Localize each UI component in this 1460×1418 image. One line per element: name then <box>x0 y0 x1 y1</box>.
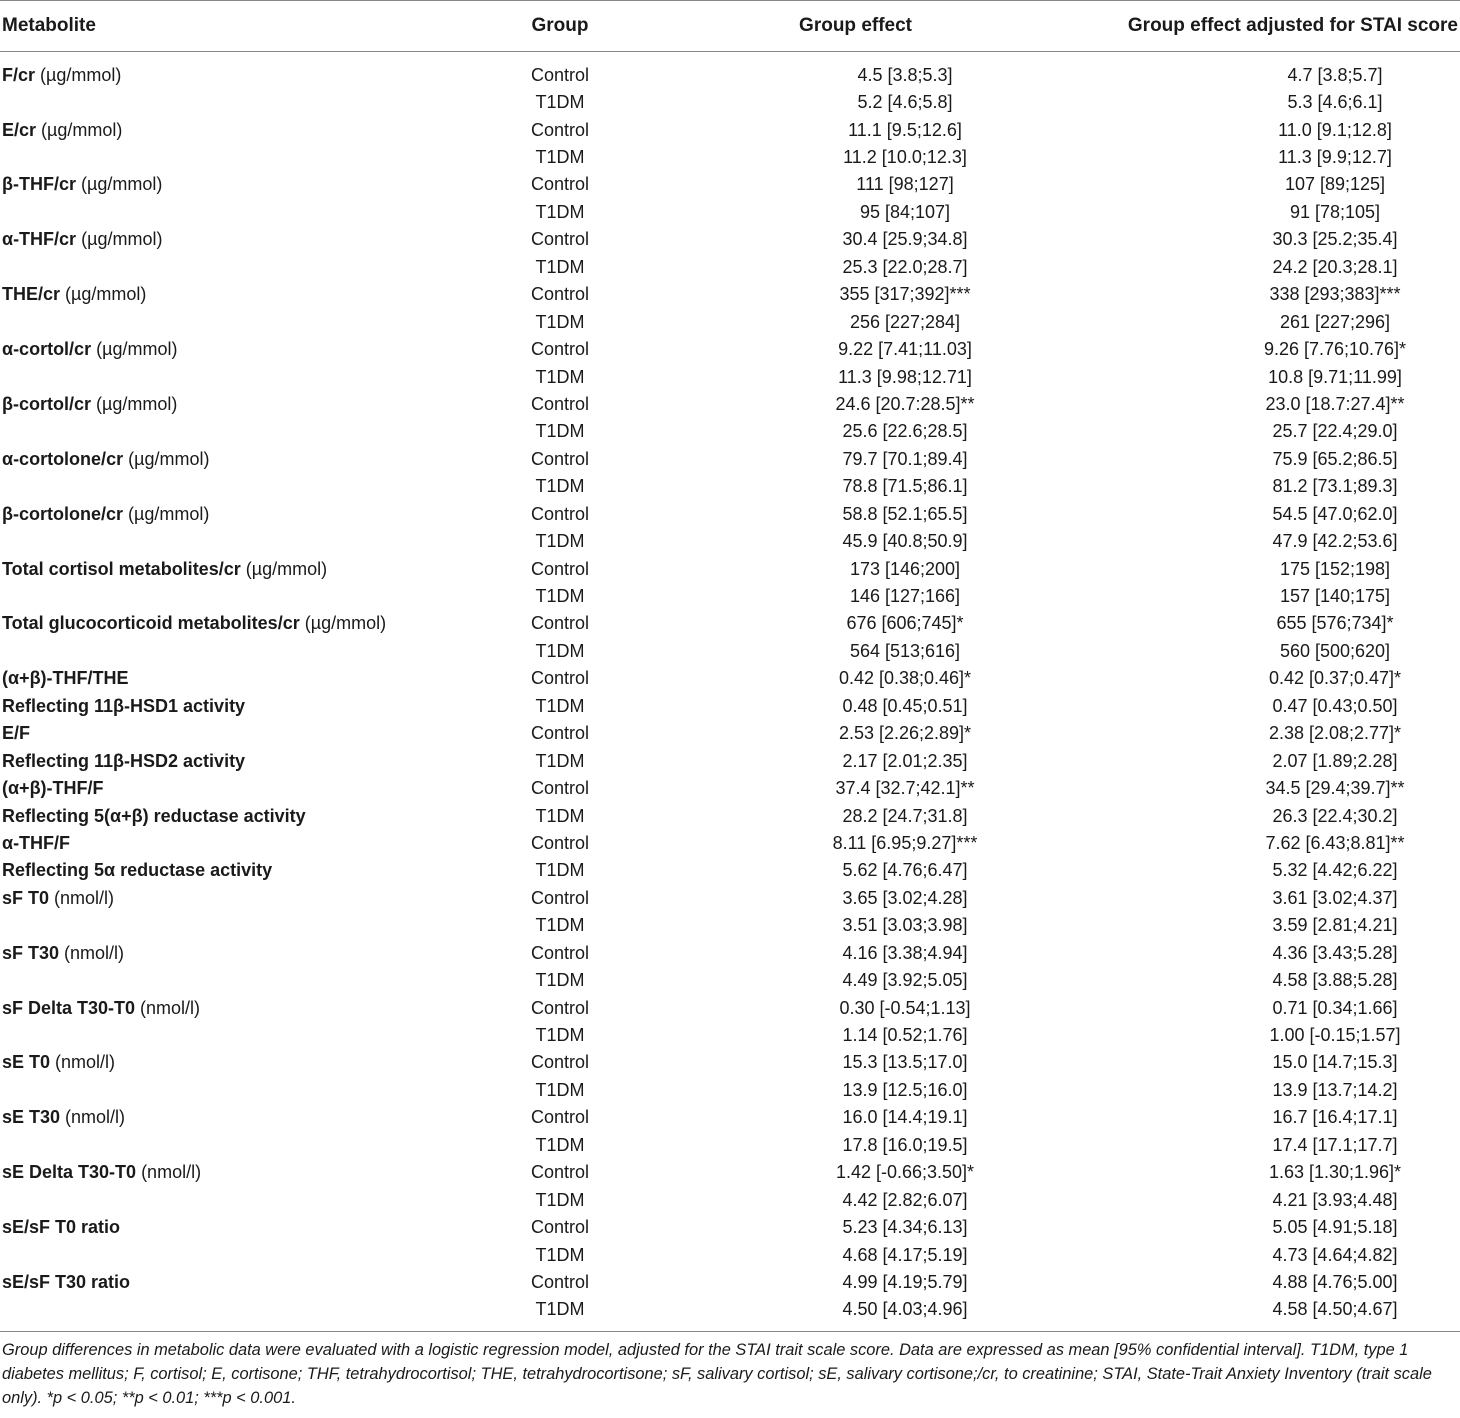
metabolite-name: sE Delta T30-T0 <box>2 1162 137 1183</box>
group-cell: Control <box>530 448 590 469</box>
group-cell: Control <box>530 832 590 853</box>
adjusted-effect-cell: 2.07 [1.89;2.28] <box>1272 750 1398 771</box>
group-cell: Control <box>530 229 590 250</box>
metabolite-cell <box>0 1021 480 1048</box>
group-effect-cell: 30.4 [25.9;34.8] <box>842 229 968 250</box>
metabolite-unit: (nmol/l) <box>136 1162 202 1183</box>
metabolite-cell <box>0 116 480 143</box>
metabolite-cell <box>0 335 480 362</box>
table-row <box>0 143 1460 170</box>
table-row <box>0 582 1460 609</box>
table-row <box>0 1131 1460 1158</box>
adjusted-effect-cell: 11.3 [9.9;12.7] <box>1278 147 1392 168</box>
adjusted-effect-cell: 15.0 [14.7;15.3] <box>1272 1052 1398 1073</box>
metabolite-name: sE T30 <box>2 1107 61 1128</box>
group-cell: T1DM <box>535 476 585 497</box>
table-row <box>0 857 1460 884</box>
group-cell: Control <box>530 339 590 360</box>
metabolite-cell <box>0 774 480 801</box>
group-cell: Control <box>530 1271 590 1292</box>
metabolite-cell <box>0 939 480 966</box>
metabolite-cell <box>0 692 480 719</box>
metabolite-name: Reflecting 5α reductase activity <box>2 860 273 881</box>
metabolite-unit: (µg/mmol) <box>240 558 328 579</box>
metabolite-cell <box>0 445 480 472</box>
group-cell: T1DM <box>535 531 585 552</box>
metabolite-cell <box>0 665 480 692</box>
table-row <box>0 445 1460 472</box>
metabolite-name: Reflecting 11β-HSD2 activity <box>2 750 246 771</box>
metabolite-name: sF Delta T30-T0 <box>2 997 136 1018</box>
group-cell: Control <box>530 64 590 85</box>
adjusted-effect-cell: 560 [500;620] <box>1279 640 1391 661</box>
group-cell: T1DM <box>535 147 585 168</box>
table-body <box>0 52 1460 1332</box>
group-cell: Control <box>530 558 590 579</box>
adjusted-effect-cell: 10.8 [9.71;11.99] <box>1268 366 1402 387</box>
table-row <box>0 939 1460 966</box>
table-row <box>0 1021 1460 1048</box>
metabolite-name: β-cortol/cr <box>2 393 91 414</box>
group-cell: T1DM <box>535 1299 585 1320</box>
group-cell: T1DM <box>535 201 585 222</box>
table-row <box>0 884 1460 911</box>
table-row <box>0 610 1460 637</box>
group-effect-cell: 1.42 [-0.66;3.50]* <box>835 1162 975 1183</box>
metabolite-name: β-THF/cr <box>2 174 76 195</box>
group-cell: Control <box>530 997 590 1018</box>
table-row <box>0 692 1460 719</box>
table-row <box>0 52 1460 89</box>
group-effect-cell: 564 [513;616] <box>849 640 961 661</box>
table-row <box>0 1159 1460 1186</box>
group-cell: Control <box>530 1052 590 1073</box>
group-effect-cell: 4.50 [4.03;4.96] <box>842 1299 968 1320</box>
metabolite-name: sF T0 <box>2 887 50 908</box>
adjusted-effect-cell: 5.3 [4.6;6.1] <box>1287 92 1383 113</box>
table-row <box>0 1049 1460 1076</box>
metabolite-cell <box>0 253 480 280</box>
group-effect-cell: 111 [98;127] <box>856 174 954 195</box>
group-cell: T1DM <box>535 915 585 936</box>
metabolite-cell <box>0 171 480 198</box>
group-effect-cell: 3.51 [3.03;3.98] <box>842 915 968 936</box>
metabolite-cell <box>0 610 480 637</box>
table-row <box>0 720 1460 747</box>
metabolite-name: sE/sF T30 ratio <box>2 1271 131 1292</box>
adjusted-effect-cell: 0.71 [0.34;1.66] <box>1272 997 1398 1018</box>
metabolite-cell <box>0 966 480 993</box>
group-cell: Control <box>530 284 590 305</box>
group-effect-cell: 4.42 [2.82;6.07] <box>842 1189 968 1210</box>
group-effect-cell: 355 [317;392]*** <box>839 284 971 305</box>
metabolite-name: α-cortol/cr <box>2 339 92 360</box>
metabolite-cell <box>0 363 480 390</box>
table-row <box>0 390 1460 417</box>
table-row <box>0 88 1460 115</box>
metabolite-cell <box>0 500 480 527</box>
metabolite-name: Total glucocorticoid metabolites/cr <box>2 613 300 634</box>
metabolite-name: Reflecting 11β-HSD1 activity <box>2 695 246 716</box>
group-effect-cell: 5.2 [4.6;5.8] <box>857 92 953 113</box>
adjusted-effect-cell: 13.9 [13.7;14.2] <box>1272 1079 1398 1100</box>
group-cell: T1DM <box>535 805 585 826</box>
metabolite-cell <box>0 1159 480 1186</box>
table-row <box>0 418 1460 445</box>
table-row <box>0 527 1460 554</box>
group-cell: T1DM <box>535 750 585 771</box>
group-effect-cell: 79.7 [70.1;89.4] <box>842 448 968 469</box>
adjusted-effect-cell: 1.63 [1.30;1.96]* <box>1268 1162 1402 1183</box>
metabolite-cell <box>0 88 480 115</box>
adjusted-effect-cell: 0.47 [0.43;0.50] <box>1272 695 1398 716</box>
group-effect-cell: 2.17 [2.01;2.35] <box>842 750 968 771</box>
adjusted-effect-cell: 24.2 [20.3;28.1] <box>1272 256 1398 277</box>
group-cell: T1DM <box>535 1244 585 1265</box>
table-row <box>0 281 1460 308</box>
group-cell: T1DM <box>535 1189 585 1210</box>
metabolite-name: F/cr <box>2 64 36 85</box>
group-effect-cell: 1.14 [0.52;1.76] <box>842 1025 968 1046</box>
group-cell: Control <box>530 778 590 799</box>
group-effect-cell: 15.3 [13.5;17.0] <box>842 1052 968 1073</box>
table-row <box>0 1296 1460 1331</box>
metabolite-unit: (µg/mmol) <box>36 119 123 140</box>
table-row <box>0 1268 1460 1295</box>
group-effect-cell: 256 [227;284] <box>849 311 961 332</box>
adjusted-effect-cell: 17.4 [17.1;17.7] <box>1272 1134 1398 1155</box>
metabolite-cell <box>0 418 480 445</box>
group-cell: Control <box>530 887 590 908</box>
table-row <box>0 335 1460 362</box>
header-metabolite: Metabolite <box>0 1 480 52</box>
group-cell: T1DM <box>535 256 585 277</box>
adjusted-effect-cell: 81.2 [73.1;89.3] <box>1272 476 1398 497</box>
adjusted-effect-cell: 5.05 [4.91;5.18] <box>1272 1217 1398 1238</box>
metabolite-unit: (µg/mmol) <box>76 174 163 195</box>
adjusted-effect-cell: 261 [227;296] <box>1279 311 1391 332</box>
group-effect-cell: 28.2 [24.7;31.8] <box>842 805 968 826</box>
adjusted-effect-cell: 0.42 [0.37;0.47]* <box>1268 668 1402 689</box>
metabolite-cell <box>0 747 480 774</box>
group-effect-cell: 78.8 [71.5;86.1] <box>842 476 968 497</box>
metabolite-cell <box>0 1104 480 1131</box>
metabolite-name: α-cortolone/cr <box>2 448 124 469</box>
metabolite-name: E/cr <box>2 119 37 140</box>
group-cell: T1DM <box>535 92 585 113</box>
table-row <box>0 116 1460 143</box>
adjusted-effect-cell: 16.7 [16.4;17.1] <box>1272 1107 1398 1128</box>
group-cell: T1DM <box>535 311 585 332</box>
adjusted-effect-cell: 3.59 [2.81;4.21] <box>1272 915 1398 936</box>
metabolite-cell <box>0 1241 480 1268</box>
metabolite-unit: (µg/mmol) <box>91 393 178 414</box>
metabolite-unit: (µg/mmol) <box>76 229 163 250</box>
adjusted-effect-cell: 4.7 [3.8;5.7] <box>1287 64 1383 85</box>
header-group: Group <box>480 1 640 52</box>
group-effect-cell: 16.0 [14.4;19.1] <box>842 1107 968 1128</box>
metabolite-cell <box>0 829 480 856</box>
adjusted-effect-cell: 7.62 [6.43;8.81]** <box>1265 832 1405 853</box>
adjusted-effect-cell: 1.00 [-0.15;1.57] <box>1269 1025 1401 1046</box>
table-row <box>0 829 1460 856</box>
metabolite-name: (α+β)-THF/F <box>2 778 104 799</box>
table-row <box>0 253 1460 280</box>
group-effect-cell: 676 [606;745]* <box>846 613 964 634</box>
group-cell: Control <box>530 942 590 963</box>
table-row <box>0 226 1460 253</box>
group-effect-cell: 25.6 [22.6;28.5] <box>842 421 968 442</box>
metabolite-cell <box>0 720 480 747</box>
metabolite-unit: (µg/mmol) <box>91 339 178 360</box>
table-header <box>0 1 1460 52</box>
metabolite-cell <box>0 52 480 89</box>
metabolite-unit: (nmol/l) <box>59 942 125 963</box>
metabolite-cell <box>0 912 480 939</box>
group-effect-cell: 9.22 [7.41;11.03] <box>838 339 972 360</box>
metabolite-name: (α+β)-THF/THE <box>2 668 129 689</box>
table-row <box>0 665 1460 692</box>
adjusted-effect-cell: 175 [152;198] <box>1279 558 1391 579</box>
metabolite-name: α-THF/cr <box>2 229 77 250</box>
group-effect-cell: 4.49 [3.92;5.05] <box>842 970 968 991</box>
table-row <box>0 171 1460 198</box>
adjusted-effect-cell: 30.3 [25.2;35.4] <box>1272 229 1398 250</box>
group-cell: Control <box>530 613 590 634</box>
adjusted-effect-cell: 34.5 [29.4;39.7]** <box>1265 778 1405 799</box>
group-effect-cell: 17.8 [16.0;19.5] <box>842 1134 968 1155</box>
group-effect-cell: 3.65 [3.02;4.28] <box>842 887 968 908</box>
adjusted-effect-cell: 4.88 [4.76;5.00] <box>1272 1271 1398 1292</box>
metabolite-cell <box>0 281 480 308</box>
adjusted-effect-cell: 4.73 [4.64;4.82] <box>1272 1244 1398 1265</box>
metabolite-cell <box>0 555 480 582</box>
group-effect-cell: 5.62 [4.76;6.47] <box>842 860 968 881</box>
table-row <box>0 308 1460 335</box>
metabolite-cell <box>0 1296 480 1331</box>
table-row <box>0 1076 1460 1103</box>
group-effect-cell: 45.9 [40.8;50.9] <box>842 531 968 552</box>
metabolite-cell <box>0 637 480 664</box>
table-row <box>0 774 1460 801</box>
metabolite-cell <box>0 1131 480 1158</box>
group-cell: Control <box>530 1107 590 1128</box>
table-row <box>0 912 1460 939</box>
group-cell: Control <box>530 1162 590 1183</box>
group-effect-cell: 5.23 [4.34;6.13] <box>842 1217 968 1238</box>
group-cell: T1DM <box>535 1079 585 1100</box>
metabolite-cell <box>0 582 480 609</box>
metabolite-unit: (nmol/l) <box>49 887 115 908</box>
group-cell: T1DM <box>535 1025 585 1046</box>
metabolite-unit: (µg/mmol) <box>123 448 210 469</box>
group-effect-cell: 25.3 [22.0;28.7] <box>842 256 968 277</box>
metabolite-cell <box>0 1076 480 1103</box>
table-row <box>0 1213 1460 1240</box>
table-row <box>0 1241 1460 1268</box>
adjusted-effect-cell: 3.61 [3.02;4.37] <box>1272 887 1398 908</box>
adjusted-effect-cell: 4.36 [3.43;5.28] <box>1272 942 1398 963</box>
metabolite-name: Total cortisol metabolites/cr <box>2 558 241 579</box>
group-effect-cell: 4.68 [4.17;5.19] <box>842 1244 968 1265</box>
adjusted-effect-cell: 23.0 [18.7:27.4]** <box>1265 393 1405 414</box>
metabolite-unit: (µg/mmol) <box>35 64 122 85</box>
group-effect-cell: 0.30 [-0.54;1.13] <box>839 997 971 1018</box>
group-cell: Control <box>530 119 590 140</box>
adjusted-effect-cell: 4.58 [3.88;5.28] <box>1272 970 1398 991</box>
group-effect-cell: 58.8 [52.1;65.5] <box>842 503 968 524</box>
metabolite-cell <box>0 198 480 225</box>
table-row <box>0 994 1460 1021</box>
adjusted-effect-cell: 75.9 [65.2;86.5] <box>1272 448 1398 469</box>
metabolite-unit: (nmol/l) <box>50 1052 116 1073</box>
header-row <box>0 1 1460 52</box>
metabolite-unit: (nmol/l) <box>135 997 201 1018</box>
group-effect-cell: 4.16 [3.38;4.94] <box>842 942 968 963</box>
table-row <box>0 637 1460 664</box>
metabolite-cell <box>0 308 480 335</box>
group-effect-cell: 0.48 [0.45;0.51] <box>842 695 968 716</box>
adjusted-effect-cell: 54.5 [47.0;62.0] <box>1272 503 1398 524</box>
group-cell: Control <box>530 393 590 414</box>
metabolite-cell <box>0 1268 480 1295</box>
metabolite-name: sF T30 <box>2 942 60 963</box>
table-footnote: Group differences in metabolic data were evaluated with a logistic regression model, adjusted for the STAI trait scale score. Data are expressed as mean [95% confidential interval]. T1DM, type 1 diabetes mellitus; F, cortisol; E, cortisone; THF, tetrahydrocortisol; THE, tetrahydrocortisone; sF, salivary cortisol; sE, salivary cortisone;/cr, to creatinine; STAI, State-Trait Anxiety Inventory (trait scale only). *p < 0.05; **p < 0.01; ***p < 0.001. <box>2 1341 1432 1408</box>
adjusted-effect-cell: 26.3 [22.4;30.2] <box>1272 805 1398 826</box>
metabolite-name: α-THF/F <box>2 832 71 853</box>
adjusted-effect-cell: 338 [293;383]*** <box>1269 284 1401 305</box>
group-effect-cell: 13.9 [12.5;16.0] <box>842 1079 968 1100</box>
header-group-effect: Group effect <box>640 1 1070 52</box>
table-row <box>0 747 1460 774</box>
group-cell: T1DM <box>535 1134 585 1155</box>
group-effect-cell: 37.4 [32.7;42.1]** <box>835 778 975 799</box>
group-cell: Control <box>530 723 590 744</box>
metabolite-unit: (µg/mmol) <box>299 613 387 634</box>
group-cell: T1DM <box>535 970 585 991</box>
group-effect-cell: 4.99 [4.19;5.79] <box>842 1271 968 1292</box>
table-row <box>0 802 1460 829</box>
adjusted-effect-cell: 9.26 [7.76;10.76]* <box>1263 339 1407 360</box>
metabolite-unit: (nmol/l) <box>60 1107 126 1128</box>
adjusted-effect-cell: 157 [140;175] <box>1279 586 1391 607</box>
metabolite-unit: (µg/mmol) <box>123 503 210 524</box>
adjusted-effect-cell: 2.38 [2.08;2.77]* <box>1268 723 1402 744</box>
group-effect-cell: 173 [146;200] <box>849 558 961 579</box>
adjusted-effect-cell: 91 [78;105] <box>1289 201 1381 222</box>
metabolite-cell <box>0 857 480 884</box>
adjusted-effect-cell: 11.0 [9.1;12.8] <box>1278 119 1392 140</box>
table-row <box>0 1104 1460 1131</box>
table-row <box>0 473 1460 500</box>
adjusted-effect-cell: 4.58 [4.50;4.67] <box>1272 1299 1398 1320</box>
group-effect-cell: 11.3 [9.98;12.71] <box>838 366 972 387</box>
adjusted-effect-cell: 47.9 [42.2;53.6] <box>1272 531 1398 552</box>
group-cell: T1DM <box>535 695 585 716</box>
group-cell: T1DM <box>535 640 585 661</box>
metabolite-cell <box>0 226 480 253</box>
metabolite-cell <box>0 143 480 170</box>
adjusted-effect-cell: 5.32 [4.42;6.22] <box>1272 860 1398 881</box>
metabolite-name: sE/sF T0 ratio <box>2 1217 121 1238</box>
group-effect-cell: 11.1 [9.5;12.6] <box>848 119 962 140</box>
group-effect-cell: 4.5 [3.8;5.3] <box>857 64 953 85</box>
group-cell: Control <box>530 668 590 689</box>
metabolite-cell <box>0 994 480 1021</box>
group-cell: Control <box>530 503 590 524</box>
metabolite-cell <box>0 802 480 829</box>
table-row <box>0 966 1460 993</box>
table-row <box>0 555 1460 582</box>
group-cell: T1DM <box>535 860 585 881</box>
metabolite-cell <box>0 1049 480 1076</box>
metabolite-unit: (µg/mmol) <box>60 284 147 305</box>
group-cell: T1DM <box>535 421 585 442</box>
metabolite-name: THE/cr <box>2 284 61 305</box>
metabolite-cell <box>0 884 480 911</box>
adjusted-effect-cell: 107 [89;125] <box>1284 174 1386 195</box>
group-cell: T1DM <box>535 366 585 387</box>
group-cell: Control <box>530 174 590 195</box>
group-cell: T1DM <box>535 586 585 607</box>
group-effect-cell: 11.2 [10.0;12.3] <box>843 147 967 168</box>
table-row <box>0 1186 1460 1213</box>
table-row <box>0 363 1460 390</box>
group-effect-cell: 8.11 [6.95;9.27]*** <box>832 832 978 853</box>
metabolite-name: Reflecting 5(α+β) reductase activity <box>2 805 306 826</box>
header-group-effect-adjusted: Group effect adjusted for STAI score <box>1070 1 1460 52</box>
metabolite-cell <box>0 527 480 554</box>
adjusted-effect-cell: 655 [576;734]* <box>1276 613 1394 634</box>
metabolite-name: E/F <box>2 723 31 744</box>
table-row <box>0 198 1460 225</box>
group-effect-cell: 2.53 [2.26;2.89]* <box>838 723 972 744</box>
metabolite-name: sE T0 <box>2 1052 51 1073</box>
metabolite-cell <box>0 473 480 500</box>
group-cell: Control <box>530 1217 590 1238</box>
adjusted-effect-cell: 25.7 [22.4;29.0] <box>1272 421 1398 442</box>
group-effect-cell: 24.6 [20.7:28.5]** <box>835 393 975 414</box>
group-effect-cell: 95 [84;107] <box>859 201 951 222</box>
metabolite-name: β-cortolone/cr <box>2 503 123 524</box>
table-row <box>0 500 1460 527</box>
metabolite-cell <box>0 390 480 417</box>
metabolite-cell <box>0 1213 480 1240</box>
adjusted-effect-cell: 4.21 [3.93;4.48] <box>1272 1189 1398 1210</box>
group-effect-cell: 146 [127;166] <box>849 586 961 607</box>
group-effect-cell: 0.42 [0.38;0.46]* <box>838 668 972 689</box>
metabolite-cell <box>0 1186 480 1213</box>
